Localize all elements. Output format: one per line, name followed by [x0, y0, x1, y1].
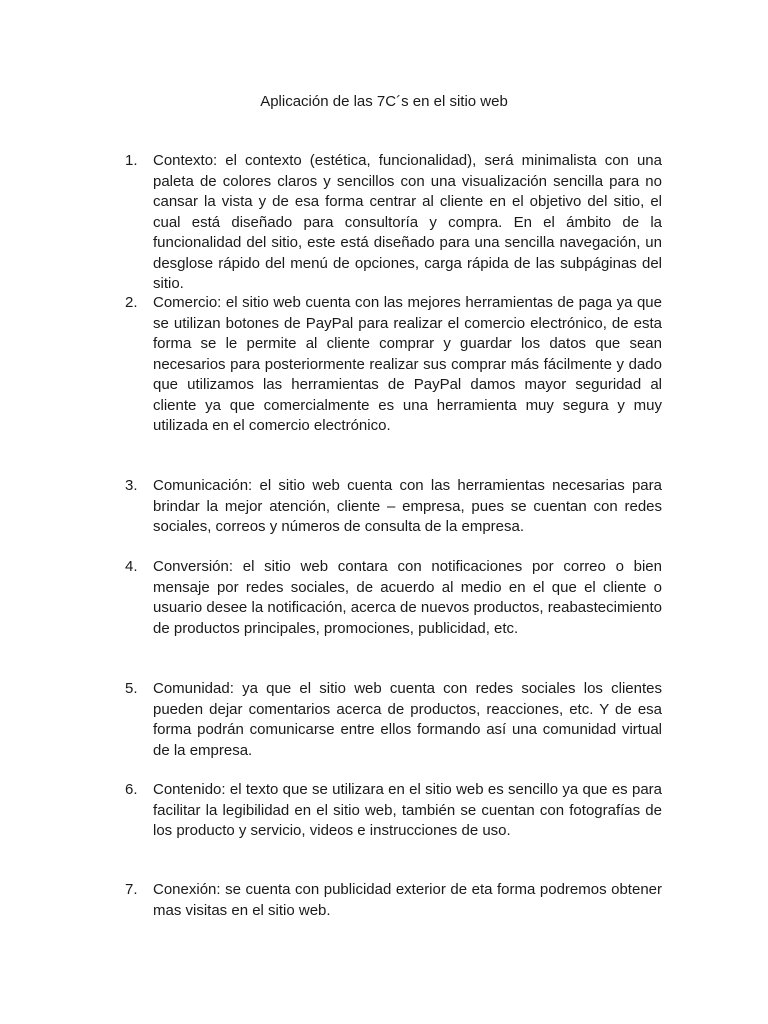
list-item-number: 4.: [125, 558, 138, 575]
list-item: [125, 880, 662, 921]
list-item: [125, 293, 662, 437]
list-item-text: Contexto: el contexto (estética, funcionalidad), será minimalista con una paleta de colores claros y sencillos con una visualización sencilla para no cansar la vista y de esa forma centrar al cliente en el objetivo del sitio, el cual está diseñado para consultoría y compra. En el ámbito de la funcionalidad del sitio, este está diseñado para una sencilla navegación, un desglose rápido del menú de opciones, carga rápida de las subpáginas del sitio.: [153, 152, 662, 292]
list-item-number: 2.: [125, 294, 138, 311]
list-item-text: Conversión: el sitio web contara con notificaciones por correo o bien mensaje por redes sociales, de acuerdo al medio en el que el cliente o usuario desee la notificación, acerca de nuevos productos, reabastecimiento de productos principales, promociones, publicidad, etc.: [153, 558, 662, 637]
list-item-number: 1.: [125, 152, 138, 169]
list-item-number: 3.: [125, 477, 138, 494]
document-title: Aplicación de las 7C´s en el sitio web: [260, 93, 508, 110]
list-item: [125, 557, 662, 639]
list-item: [125, 780, 662, 842]
list-item-text: Conexión: se cuenta con publicidad exterior de eta forma podremos obtener mas visitas en el sitio web.: [153, 881, 662, 919]
list-item: [125, 679, 662, 761]
list-item-text: Contenido: el texto que se utilizara en el sitio web es sencillo ya que es para facilitar la legibilidad en el sitio web, también se cuentan con fotografías de los producto y servicio, videos e instrucciones de uso.: [153, 781, 662, 839]
list-item-number: 5.: [125, 680, 138, 697]
list-item-number: 7.: [125, 881, 138, 898]
list-item-text: Comunicación: el sitio web cuenta con las herramientas necesarias para brindar la mejor atención, cliente – empresa, pues se cuentan con redes sociales, correos y números de consulta de la empresa.: [153, 477, 662, 535]
list-item-text: Comercio: el sitio web cuenta con las mejores herramientas de paga ya que se utilizan botones de PayPal para realizar el comercio electrónico, de esta forma se le permite al cliente comprar y guardar los datos que sean necesarios para posteriormente realizar sus comprar más fácilmente y dado que utilizamos las herramientas de PayPal damos mayor seguridad al cliente ya que comercialmente es una herramienta muy segura y muy utilizada en el comercio electrónico.: [153, 294, 662, 434]
list-item-text: Comunidad: ya que el sitio web cuenta con redes sociales los clientes pueden dejar comentarios acerca de productos, reacciones, etc. Y de esa forma podrán comunicarse entre ellos formando así una comunidad virtual de la empresa.: [153, 680, 662, 759]
list-item: [125, 476, 662, 538]
list-item: [125, 151, 662, 295]
list-item-number: 6.: [125, 781, 138, 798]
